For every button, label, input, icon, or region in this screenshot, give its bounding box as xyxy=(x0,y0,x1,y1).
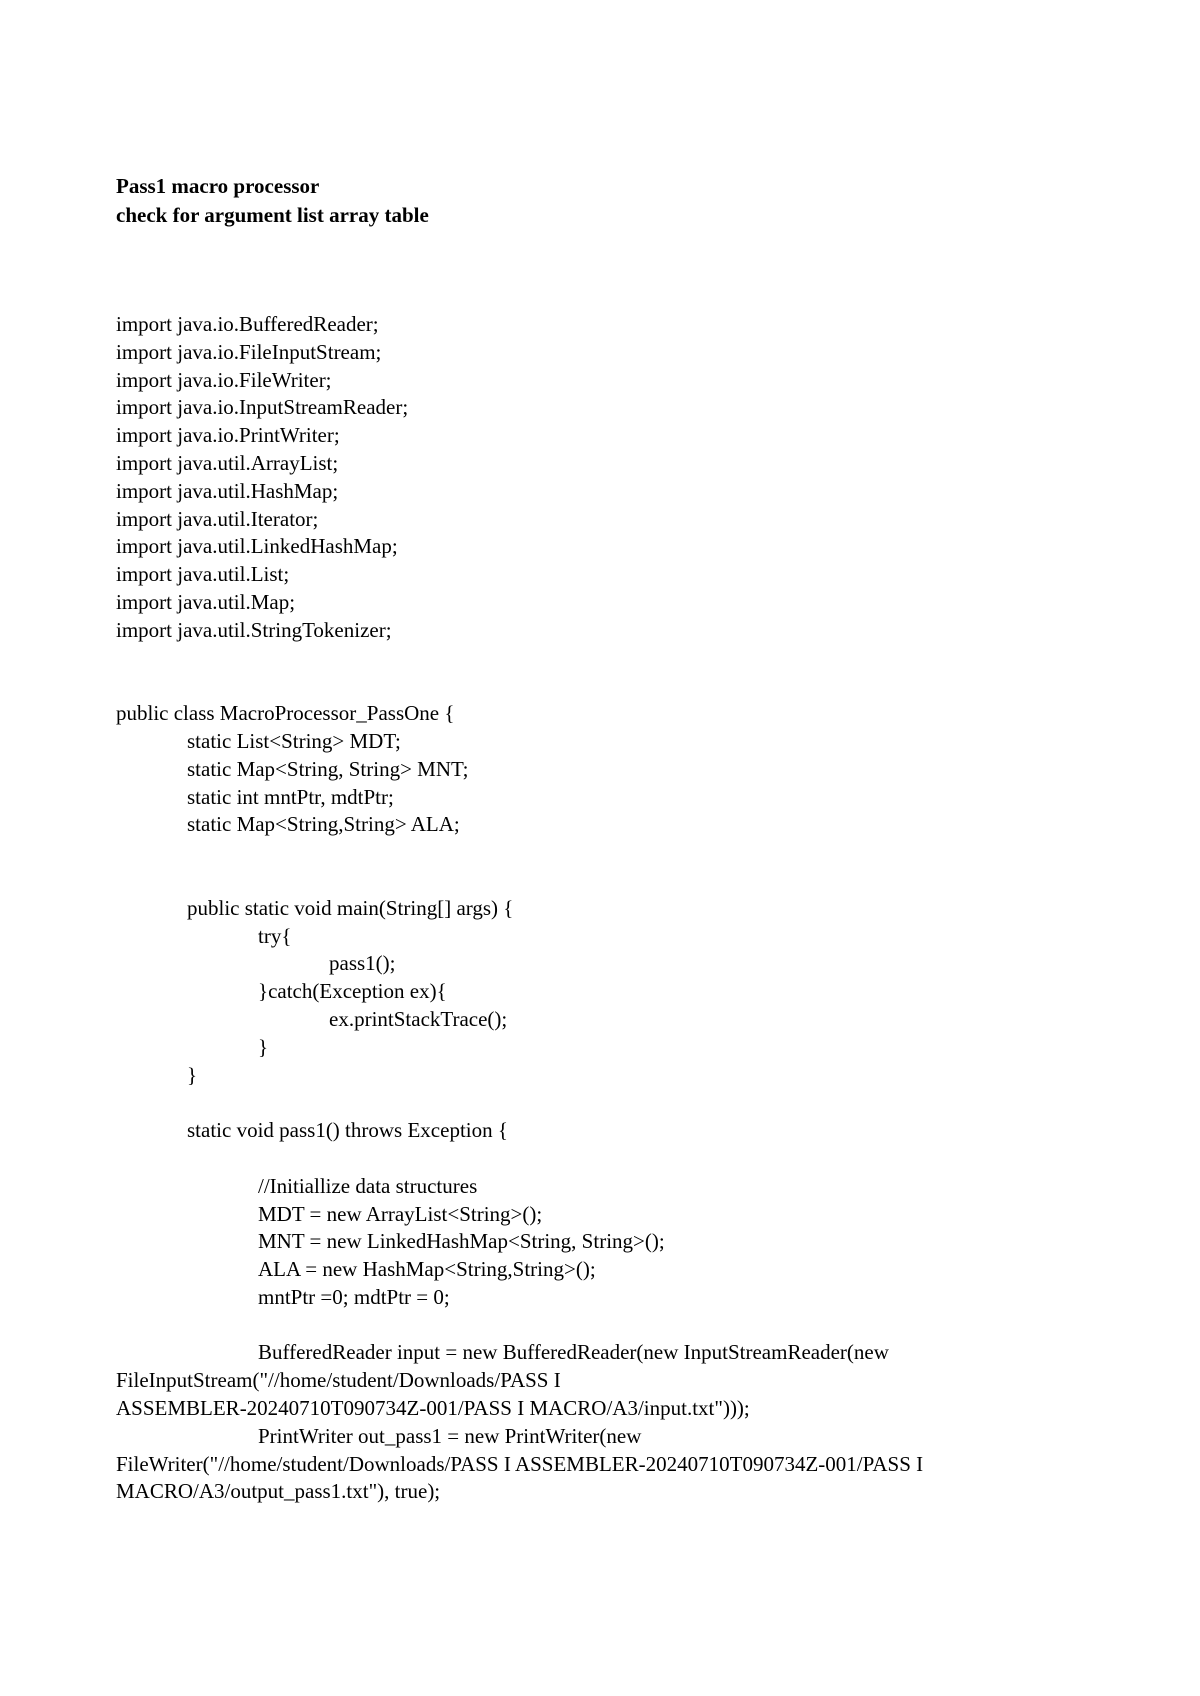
title-line-2: check for argument list array table xyxy=(116,203,429,227)
blank-line xyxy=(116,839,1076,867)
import-line: import java.util.ArrayList; xyxy=(116,450,339,475)
class-declaration: public class MacroProcessor_PassOne { xyxy=(116,701,455,726)
blank-line xyxy=(116,867,1076,895)
title-line-1: Pass1 macro processor xyxy=(116,174,320,198)
import-line: import java.io.PrintWriter; xyxy=(116,423,340,448)
reader-line: ASSEMBLER-20240710T090734Z-001/PASS I MACRO/A3/input.txt"))); xyxy=(116,1396,750,1421)
pass1-signature: static void pass1() throws Exception { xyxy=(187,1118,508,1143)
print-stack-trace: ex.printStackTrace(); xyxy=(329,1006,508,1031)
import-line: import java.io.FileWriter; xyxy=(116,367,332,392)
statement-line: mntPtr =0; mdtPtr = 0; xyxy=(258,1284,450,1309)
reader-line: BufferedReader input = new BufferedReader(new InputStreamReader(new xyxy=(258,1340,889,1365)
blank-line xyxy=(116,1089,1076,1117)
blank-line xyxy=(116,1145,1076,1173)
blank-line xyxy=(116,645,1076,673)
statement-line: MNT = new LinkedHashMap<String, String>(); xyxy=(258,1229,665,1254)
import-line: import java.io.FileInputStream; xyxy=(116,339,382,364)
writer-line: PrintWriter out_pass1 = new PrintWriter(new xyxy=(258,1423,642,1448)
blank-line xyxy=(116,1312,1076,1340)
inner-close-brace: } xyxy=(258,1034,269,1059)
main-signature: public static void main(String[] args) { xyxy=(187,895,514,920)
import-line: import java.io.InputStreamReader; xyxy=(116,395,409,420)
catch-line: }catch(Exception ex){ xyxy=(258,979,447,1004)
import-line: import java.util.StringTokenizer; xyxy=(116,617,392,642)
field-line: static Map<String,String> ALA; xyxy=(187,812,460,837)
writer-line: MACRO/A3/output_pass1.txt"), true); xyxy=(116,1479,441,1504)
import-line: import java.util.Iterator; xyxy=(116,506,319,531)
field-line: static Map<String, String> MNT; xyxy=(187,756,469,781)
statement-line: ALA = new HashMap<String,String>(); xyxy=(258,1257,596,1282)
writer-line: FileWriter("//home/student/Downloads/PASS I ASSEMBLER-20240710T090734Z-001/PASS I xyxy=(116,1451,924,1476)
code-listing xyxy=(116,311,1076,1506)
try-open: try{ xyxy=(258,923,292,948)
reader-line: FileInputStream("//home/student/Downloads/PASS I xyxy=(116,1368,561,1393)
code-comment: //Initiallize data structures xyxy=(258,1173,478,1198)
import-line: import java.io.BufferedReader; xyxy=(116,312,379,336)
outer-close-brace: } xyxy=(187,1062,198,1087)
import-line: import java.util.List; xyxy=(116,562,290,587)
import-line: import java.util.Map; xyxy=(116,589,296,614)
field-line: static int mntPtr, mdtPtr; xyxy=(187,784,394,809)
import-line: import java.util.HashMap; xyxy=(116,478,339,503)
statement-line: MDT = new ArrayList<String>(); xyxy=(258,1201,543,1226)
import-line: import java.util.LinkedHashMap; xyxy=(116,534,398,559)
pass1-call: pass1(); xyxy=(329,951,396,976)
field-line: static List<String> MDT; xyxy=(187,728,401,753)
blank-line xyxy=(116,672,1076,700)
document-heading xyxy=(116,172,429,230)
